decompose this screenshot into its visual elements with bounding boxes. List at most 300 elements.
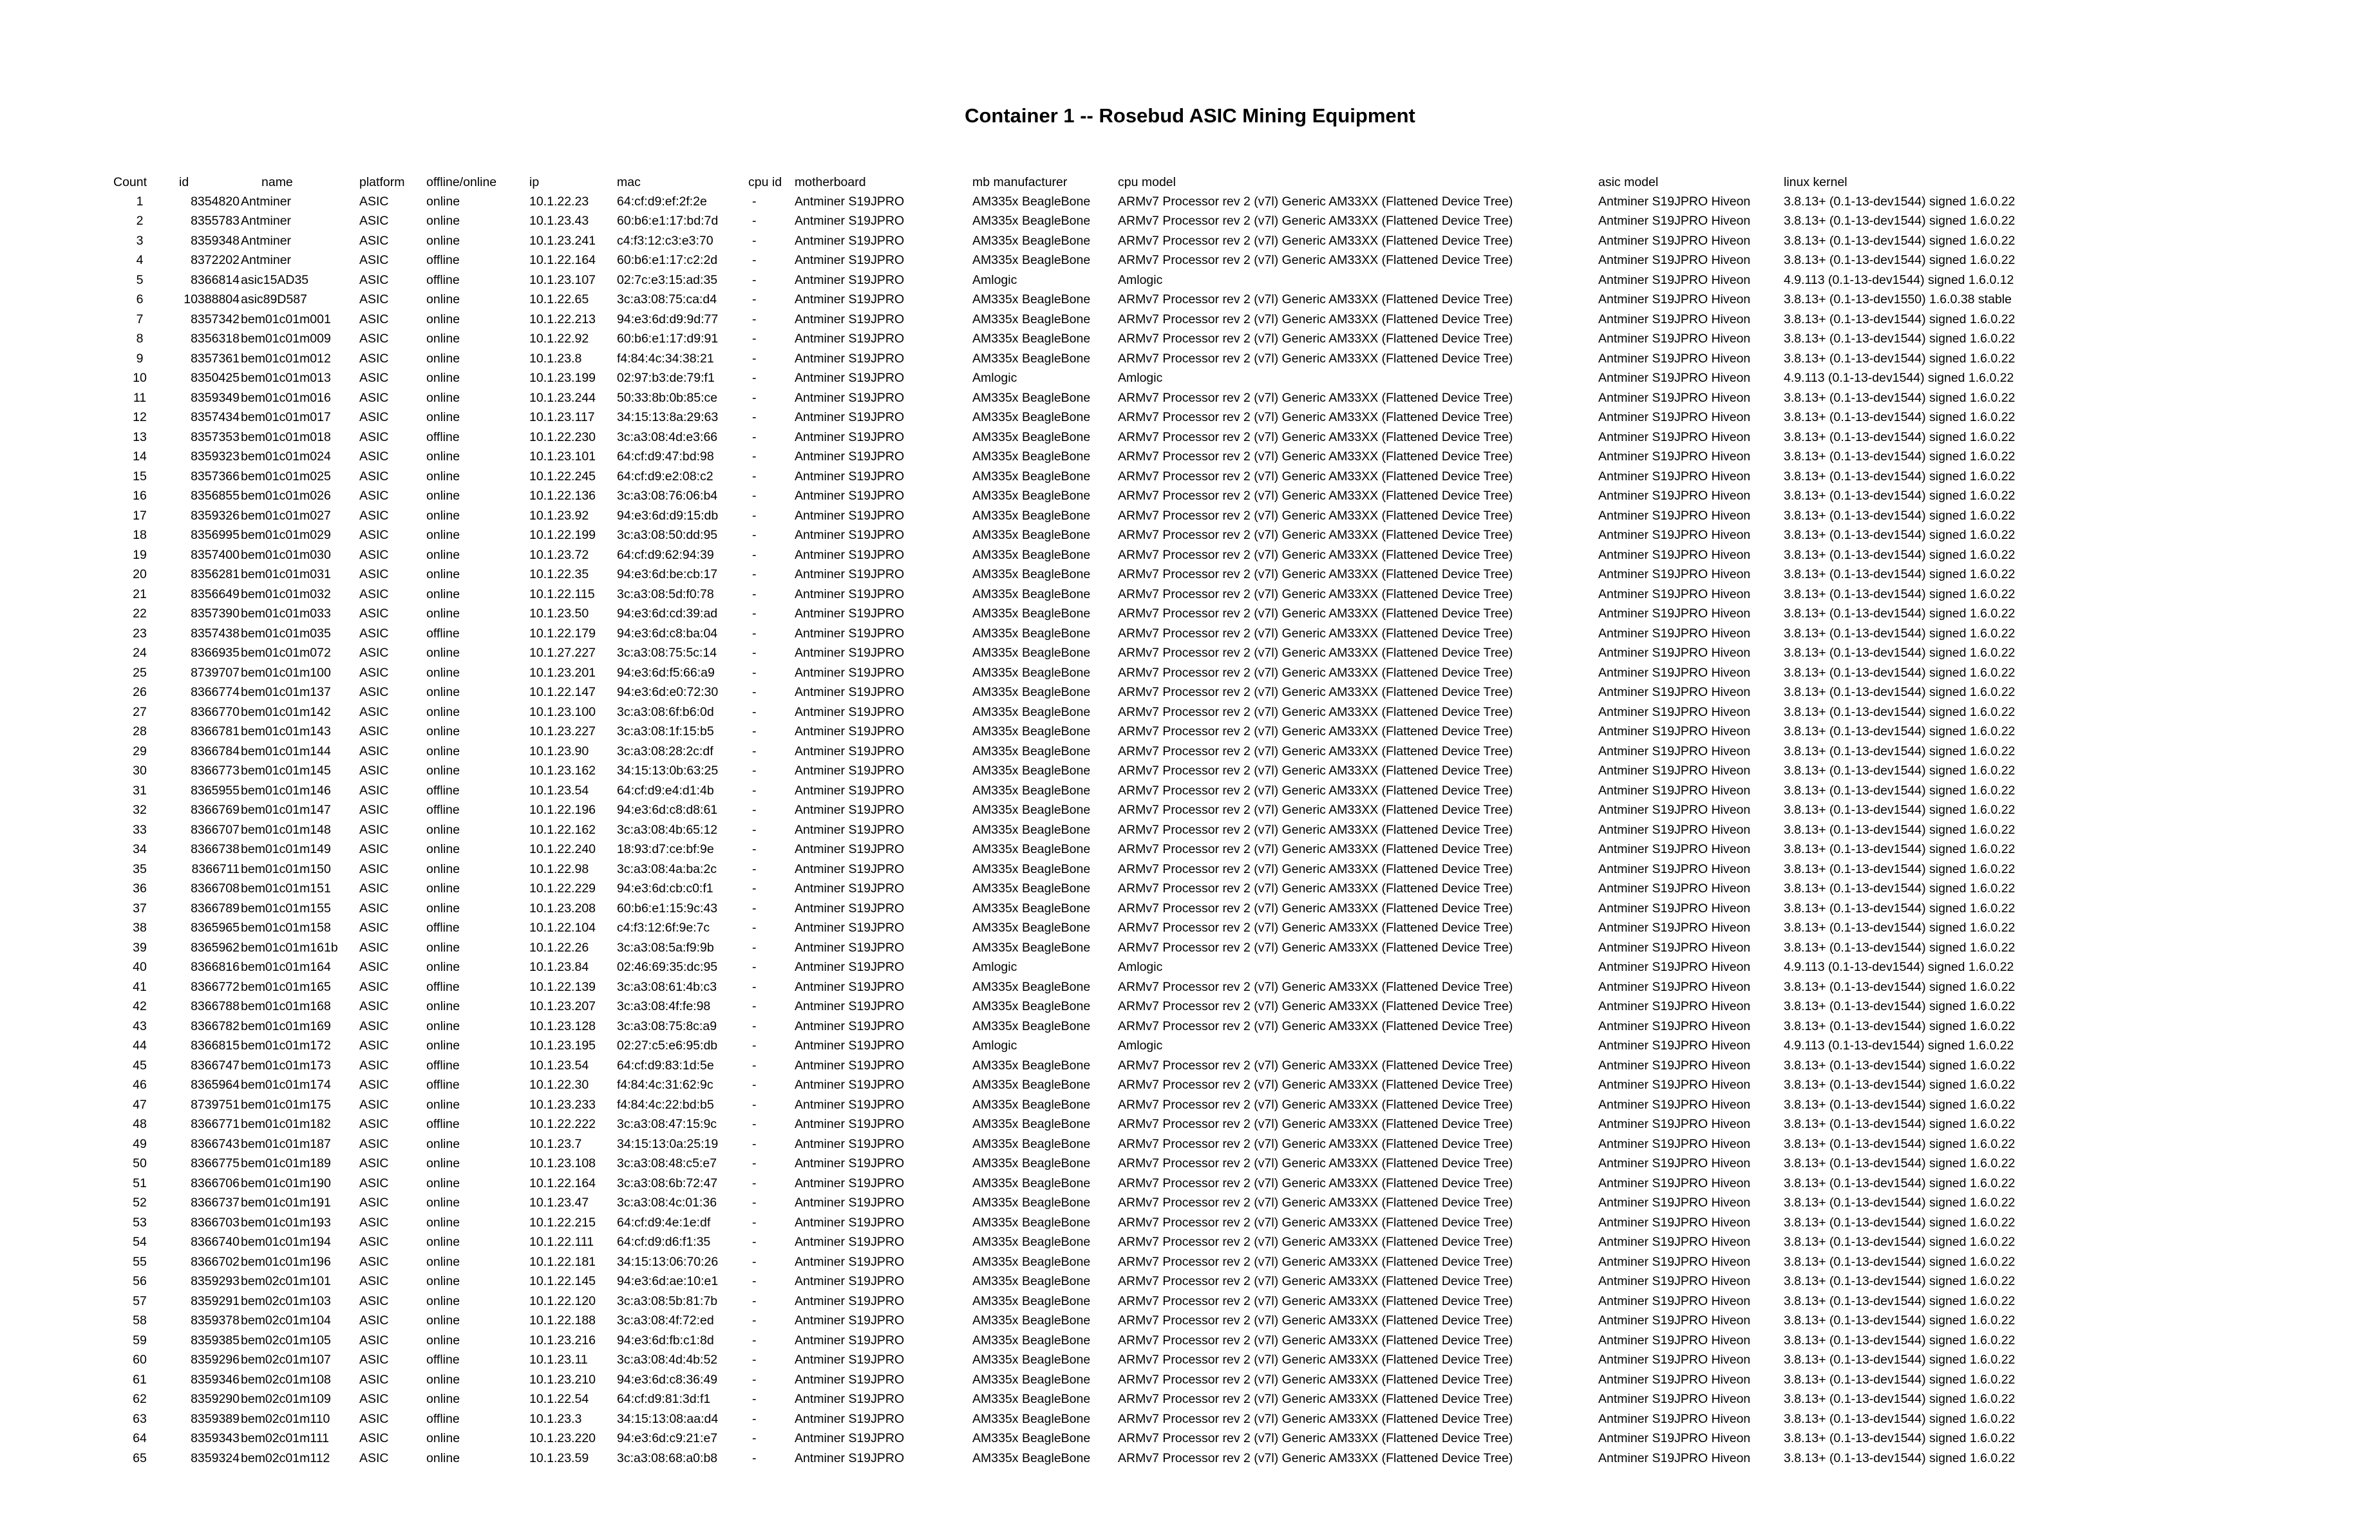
count-cell: 61 [133,1372,147,1387]
mac-cell: 94:e3:6d:c9:21:e7 [617,1431,718,1446]
cpu-model-cell: ARMv7 Processor rev 2 (v7l) Generic AM33XX (Flattened Device Tree) [1118,685,1513,700]
status-cell: online [426,1333,460,1348]
asic-model-cell: Antminer S19JPRO Hiveon [1598,960,1751,975]
linux-kernel-cell: 3.8.13+ (0.1-13-dev1544) signed 1.6.0.22 [1784,1117,2016,1132]
id-cell: 8357361 [191,351,240,366]
cpu-model-cell: ARMv7 Processor rev 2 (v7l) Generic AM33XX (Flattened Device Tree) [1118,567,1513,582]
linux-kernel-cell: 3.8.13+ (0.1-13-dev1544) signed 1.6.0.22 [1784,1392,2016,1407]
cpu-id-cell: - [752,1038,757,1053]
linux-kernel-cell: 3.8.13+ (0.1-13-dev1544) signed 1.6.0.22 [1784,822,2016,837]
mb-manufacturer-cell: AM335x BeagleBone [972,1176,1091,1190]
ip-cell: 10.1.22.147 [529,685,596,700]
cpu-model-cell: ARMv7 Processor rev 2 (v7l) Generic AM33XX (Flattened Device Tree) [1118,429,1513,444]
asic-model-cell: Antminer S19JPRO Hiveon [1598,1058,1751,1073]
id-cell: 8366702 [191,1254,240,1269]
linux-kernel-cell: 3.8.13+ (0.1-13-dev1544) signed 1.6.0.22 [1784,567,2016,582]
id-cell: 8365964 [191,1078,240,1093]
table-row [113,1213,2054,1233]
mb-manufacturer-cell: AM335x BeagleBone [972,489,1091,503]
asic-model-cell: Antminer S19JPRO Hiveon [1598,842,1751,857]
count-cell: 29 [133,744,147,758]
name-cell: bem01c01m144 [241,744,331,758]
table-row [113,388,2054,408]
linux-kernel-cell: 3.8.13+ (0.1-13-dev1544) signed 1.6.0.22 [1784,1293,2016,1308]
linux-kernel-cell: 3.8.13+ (0.1-13-dev1544) signed 1.6.0.22 [1784,1215,2016,1230]
linux-kernel-cell: 3.8.13+ (0.1-13-dev1544) signed 1.6.0.22 [1784,449,2016,464]
cpu-model-cell: ARMv7 Processor rev 2 (v7l) Generic AM33XX (Flattened Device Tree) [1118,1176,1513,1190]
cpu-id-cell: - [752,371,757,386]
linux-kernel-cell: 3.8.13+ (0.1-13-dev1544) signed 1.6.0.22 [1784,547,2016,562]
cpu-id-cell: - [752,429,757,444]
asic-model-cell: Antminer S19JPRO Hiveon [1598,665,1751,680]
status-cell: offline [426,1078,460,1093]
name-cell: bem01c01m137 [241,685,331,700]
cpu-id-cell: - [752,704,757,719]
status-cell: offline [426,979,460,994]
cpu-model-cell: ARMv7 Processor rev 2 (v7l) Generic AM33XX (Flattened Device Tree) [1118,1274,1513,1289]
name-cell: bem01c01m172 [241,1038,331,1053]
id-cell: 8359378 [191,1313,240,1328]
cpu-model-cell: ARMv7 Processor rev 2 (v7l) Generic AM33XX (Flattened Device Tree) [1118,921,1513,935]
cpu-model-cell: ARMv7 Processor rev 2 (v7l) Generic AM33XX (Flattened Device Tree) [1118,1451,1513,1465]
asic-model-cell: Antminer S19JPRO Hiveon [1598,1451,1751,1465]
name-cell: bem01c01m012 [241,351,331,366]
id-cell: 8359324 [191,1451,240,1465]
id-cell: 8357434 [191,410,240,425]
id-cell: 8366772 [191,979,240,994]
cpu-model-cell: ARMv7 Processor rev 2 (v7l) Generic AM33XX (Flattened Device Tree) [1118,469,1513,484]
name-cell: bem01c01m169 [241,1019,331,1033]
platform-cell: ASIC [359,744,389,758]
status-cell: online [426,547,460,562]
table-row [113,919,2054,939]
mac-cell: 50:33:8b:0b:85:ce [617,390,718,405]
ip-cell: 10.1.23.7 [529,1136,582,1151]
status-cell: online [426,587,460,601]
platform-cell: ASIC [359,1136,389,1151]
mac-cell: c4:f3:12:6f:9e:7c [617,921,710,935]
ip-cell: 10.1.22.164 [529,1176,596,1190]
count-cell: 37 [133,901,147,916]
mac-cell: 3c:a3:08:5a:f9:9b [617,940,714,955]
motherboard-cell: Antminer S19JPRO [795,567,905,582]
cpu-id-cell: - [752,1176,757,1190]
platform-cell: ASIC [359,921,389,935]
motherboard-cell: Antminer S19JPRO [795,1038,905,1053]
mb-manufacturer-cell: AM335x BeagleBone [972,822,1091,837]
status-cell: online [426,646,460,661]
asic-model-cell: Antminer S19JPRO Hiveon [1598,1353,1751,1367]
id-cell: 8356281 [191,567,240,582]
cpu-model-cell: ARMv7 Processor rev 2 (v7l) Generic AM33XX (Flattened Device Tree) [1118,1431,1513,1446]
cpu-id-cell: - [752,1196,757,1210]
mb-manufacturer-cell: AM335x BeagleBone [972,1411,1091,1426]
count-cell: 41 [133,979,147,994]
table-row [113,1037,2054,1056]
status-cell: online [426,685,460,700]
mac-cell: 64:cf:d9:ef:2f:2e [617,194,707,209]
name-cell: bem01c01m029 [241,528,331,543]
motherboard-cell: Antminer S19JPRO [795,1136,905,1151]
ip-cell: 10.1.22.199 [529,528,596,543]
linux-kernel-cell: 3.8.13+ (0.1-13-dev1544) signed 1.6.0.22 [1784,489,2016,503]
linux-kernel-cell: 3.8.13+ (0.1-13-dev1544) signed 1.6.0.22 [1784,685,2016,700]
cpu-model-cell: ARMv7 Processor rev 2 (v7l) Generic AM33XX (Flattened Device Tree) [1118,764,1513,778]
mac-cell: 3c:a3:08:68:a0:b8 [617,1451,718,1465]
column-header: motherboard [795,174,866,189]
ip-cell: 10.1.22.35 [529,567,589,582]
name-cell: bem02c01m108 [241,1372,331,1387]
platform-cell: ASIC [359,429,389,444]
name-cell: bem01c01m194 [241,1235,331,1250]
name-cell: bem01c01m018 [241,429,331,444]
asic-model-cell: Antminer S19JPRO Hiveon [1598,489,1751,503]
ip-cell: 10.1.22.54 [529,1392,589,1407]
name-cell: bem01c01m165 [241,979,331,994]
platform-cell: ASIC [359,1411,389,1426]
cpu-model-cell: ARMv7 Processor rev 2 (v7l) Generic AM33XX (Flattened Device Tree) [1118,1215,1513,1230]
cpu-model-cell: ARMv7 Processor rev 2 (v7l) Generic AM33XX (Flattened Device Tree) [1118,312,1513,326]
cpu-model-cell: ARMv7 Processor rev 2 (v7l) Generic AM33XX (Flattened Device Tree) [1118,449,1513,464]
cpu-id-cell: - [752,1117,757,1132]
id-cell: 8356855 [191,489,240,503]
motherboard-cell: Antminer S19JPRO [795,528,905,543]
count-cell: 48 [133,1117,147,1132]
count-cell: 21 [133,587,147,601]
cpu-model-cell: ARMv7 Processor rev 2 (v7l) Generic AM33XX (Flattened Device Tree) [1118,901,1513,916]
linux-kernel-cell: 3.8.13+ (0.1-13-dev1544) signed 1.6.0.22 [1784,332,2016,346]
asic-model-cell: Antminer S19JPRO Hiveon [1598,1235,1751,1250]
motherboard-cell: Antminer S19JPRO [795,1313,905,1328]
id-cell: 8366771 [191,1117,240,1132]
linux-kernel-cell: 3.8.13+ (0.1-13-dev1544) signed 1.6.0.22 [1784,469,2016,484]
platform-cell: ASIC [359,861,389,876]
mac-cell: 3c:a3:08:4a:ba:2c [617,861,717,876]
asic-model-cell: Antminer S19JPRO Hiveon [1598,979,1751,994]
mb-manufacturer-cell: AM335x BeagleBone [972,312,1091,326]
cpu-model-cell: ARMv7 Processor rev 2 (v7l) Generic AM33XX (Flattened Device Tree) [1118,803,1513,818]
cpu-model-cell: ARMv7 Processor rev 2 (v7l) Generic AM33XX (Flattened Device Tree) [1118,822,1513,837]
count-cell: 25 [133,665,147,680]
id-cell: 8359343 [191,1431,240,1446]
linux-kernel-cell: 3.8.13+ (0.1-13-dev1544) signed 1.6.0.22 [1784,940,2016,955]
linux-kernel-cell: 3.8.13+ (0.1-13-dev1544) signed 1.6.0.22 [1784,508,2016,523]
ip-cell: 10.1.27.227 [529,646,596,661]
platform-cell: ASIC [359,528,389,543]
id-cell: 8357400 [191,547,240,562]
cpu-id-cell: - [752,1136,757,1151]
ip-cell: 10.1.22.111 [529,1235,594,1250]
ip-cell: 10.1.23.54 [529,1058,589,1073]
motherboard-cell: Antminer S19JPRO [795,783,905,798]
id-cell: 8365962 [191,940,240,955]
mac-cell: 94:e3:6d:d9:9d:77 [617,312,719,326]
mac-cell: 64:cf:d9:d6:f1:35 [617,1235,711,1250]
cpu-model-cell: ARMv7 Processor rev 2 (v7l) Generic AM33XX (Flattened Device Tree) [1118,489,1513,503]
motherboard-cell: Antminer S19JPRO [795,803,905,818]
name-cell: bem02c01m104 [241,1313,331,1328]
status-cell: online [426,567,460,582]
platform-cell: ASIC [359,1392,389,1407]
table-row [113,722,2054,742]
id-cell: 8372202 [191,253,240,268]
cpu-id-cell: - [752,764,757,778]
mac-cell: 02:97:b3:de:79:f1 [617,371,715,386]
mb-manufacturer-cell: AM335x BeagleBone [972,429,1091,444]
table-row [113,1351,2054,1371]
linux-kernel-cell: 3.8.13+ (0.1-13-dev1544) signed 1.6.0.22 [1784,724,2016,739]
cpu-id-cell: - [752,901,757,916]
id-cell: 8366740 [191,1235,240,1250]
mb-manufacturer-cell: AM335x BeagleBone [972,214,1091,229]
id-cell: 8366708 [191,881,240,896]
cpu-model-cell: ARMv7 Processor rev 2 (v7l) Generic AM33XX (Flattened Device Tree) [1118,1313,1513,1328]
cpu-id-cell: - [752,744,757,758]
mac-cell: 94:e3:6d:d9:15:db [617,508,719,523]
cpu-id-cell: - [752,1333,757,1348]
name-cell: bem02c01m111 [241,1431,329,1446]
motherboard-cell: Antminer S19JPRO [795,764,905,778]
cpu-id-cell: - [752,567,757,582]
asic-model-cell: Antminer S19JPRO Hiveon [1598,822,1751,837]
cpu-id-cell: - [752,921,757,935]
name-cell: bem01c01m146 [241,783,331,798]
asic-model-cell: Antminer S19JPRO Hiveon [1598,371,1751,386]
table-row [113,1429,2054,1449]
name-cell: bem01c01m031 [241,567,331,582]
platform-cell: ASIC [359,960,389,975]
ip-cell: 10.1.22.65 [529,292,589,307]
cpu-model-cell: ARMv7 Processor rev 2 (v7l) Generic AM33XX (Flattened Device Tree) [1118,547,1513,562]
platform-cell: ASIC [359,1078,389,1093]
asic-model-cell: Antminer S19JPRO Hiveon [1598,646,1751,661]
name-cell: Antminer [241,194,292,209]
asic-model-cell: Antminer S19JPRO Hiveon [1598,351,1751,366]
mb-manufacturer-cell: AM335x BeagleBone [972,547,1091,562]
motherboard-cell: Antminer S19JPRO [795,1353,905,1367]
count-cell: 1 [136,194,144,209]
table-row [113,644,2054,664]
asic-model-cell: Antminer S19JPRO Hiveon [1598,1038,1751,1053]
mb-manufacturer-cell: Amlogic [972,371,1017,386]
count-cell: 19 [133,547,147,562]
status-cell: online [426,233,460,248]
id-cell: 8354820 [191,194,240,209]
asic-model-cell: Antminer S19JPRO Hiveon [1598,449,1751,464]
ip-cell: 10.1.23.128 [529,1019,596,1033]
table-row [113,1017,2054,1037]
count-cell: 12 [133,410,147,425]
status-cell: online [426,410,460,425]
mb-manufacturer-cell: AM335x BeagleBone [972,881,1091,896]
id-cell: 8366784 [191,744,240,758]
platform-cell: ASIC [359,704,389,719]
platform-cell: ASIC [359,881,389,896]
asic-model-cell: Antminer S19JPRO Hiveon [1598,508,1751,523]
cpu-id-cell: - [752,822,757,837]
table-row [113,408,2054,428]
motherboard-cell: Antminer S19JPRO [795,233,905,248]
cpu-model-cell: ARMv7 Processor rev 2 (v7l) Generic AM33XX (Flattened Device Tree) [1118,979,1513,994]
motherboard-cell: Antminer S19JPRO [795,390,905,405]
ip-cell: 10.1.22.120 [529,1293,596,1308]
linux-kernel-cell: 3.8.13+ (0.1-13-dev1544) signed 1.6.0.22 [1784,214,2016,229]
table-row [113,958,2054,978]
platform-cell: ASIC [359,214,389,229]
motherboard-cell: Antminer S19JPRO [795,1215,905,1230]
cpu-id-cell: - [752,489,757,503]
platform-cell: ASIC [359,292,389,307]
table-row [113,251,2054,271]
mac-cell: 3c:a3:08:75:8c:a9 [617,1019,717,1033]
status-cell: online [426,724,460,739]
linux-kernel-cell: 3.8.13+ (0.1-13-dev1544) signed 1.6.0.22 [1784,646,2016,661]
cpu-id-cell: - [752,685,757,700]
motherboard-cell: Antminer S19JPRO [795,292,905,307]
id-cell: 8366788 [191,999,240,1014]
mb-manufacturer-cell: AM335x BeagleBone [972,704,1091,719]
status-cell: online [426,1235,460,1250]
status-cell: online [426,1313,460,1328]
cpu-id-cell: - [752,881,757,896]
count-cell: 14 [133,449,147,464]
asic-model-cell: Antminer S19JPRO Hiveon [1598,253,1751,268]
id-cell: 8366707 [191,822,240,837]
table-row [113,1449,2054,1469]
table-row [113,1174,2054,1194]
platform-cell: ASIC [359,999,389,1014]
mac-cell: 3c:a3:08:47:15:9c [617,1117,717,1132]
motherboard-cell: Antminer S19JPRO [795,999,905,1014]
id-cell: 10388804 [184,292,240,307]
count-cell: 53 [133,1215,147,1230]
platform-cell: ASIC [359,233,389,248]
linux-kernel-cell: 3.8.13+ (0.1-13-dev1544) signed 1.6.0.22 [1784,410,2016,425]
name-cell: bem01c01m164 [241,960,331,975]
table-row [113,506,2054,526]
linux-kernel-cell: 3.8.13+ (0.1-13-dev1544) signed 1.6.0.22 [1784,1333,2016,1348]
mb-manufacturer-cell: AM335x BeagleBone [972,842,1091,857]
linux-kernel-cell: 3.8.13+ (0.1-13-dev1544) signed 1.6.0.22 [1784,803,2016,818]
id-cell: 8366782 [191,1019,240,1033]
motherboard-cell: Antminer S19JPRO [795,901,905,916]
status-cell: online [426,764,460,778]
mb-manufacturer-cell: AM335x BeagleBone [972,1451,1091,1465]
asic-model-cell: Antminer S19JPRO Hiveon [1598,528,1751,543]
table-row [113,192,2054,212]
mb-manufacturer-cell: AM335x BeagleBone [972,332,1091,346]
linux-kernel-cell: 3.8.13+ (0.1-13-dev1544) signed 1.6.0.22 [1784,312,2016,326]
status-cell: online [426,1196,460,1210]
name-cell: bem01c01m100 [241,665,331,680]
motherboard-cell: Antminer S19JPRO [795,547,905,562]
status-cell: online [426,292,460,307]
mac-cell: 34:15:13:08:aa:d4 [617,1411,719,1426]
asic-model-cell: Antminer S19JPRO Hiveon [1598,783,1751,798]
mac-cell: 34:15:13:0b:63:25 [617,764,719,778]
cpu-id-cell: - [752,410,757,425]
ip-cell: 10.1.22.139 [529,979,596,994]
table-row [113,369,2054,389]
name-cell: bem01c01m142 [241,704,331,719]
status-cell: online [426,1392,460,1407]
cpu-model-cell: ARMv7 Processor rev 2 (v7l) Generic AM33XX (Flattened Device Tree) [1118,253,1513,268]
status-cell: online [426,1136,460,1151]
mb-manufacturer-cell: AM335x BeagleBone [972,1293,1091,1308]
platform-cell: ASIC [359,1097,389,1112]
cpu-model-cell: ARMv7 Processor rev 2 (v7l) Generic AM33XX (Flattened Device Tree) [1118,1136,1513,1151]
status-cell: online [426,901,460,916]
count-cell: 6 [136,292,144,307]
cpu-model-cell: ARMv7 Processor rev 2 (v7l) Generic AM33XX (Flattened Device Tree) [1118,233,1513,248]
motherboard-cell: Antminer S19JPRO [795,1451,905,1465]
platform-cell: ASIC [359,979,389,994]
id-cell: 8357342 [191,312,240,326]
ip-cell: 10.1.23.117 [529,410,595,425]
motherboard-cell: Antminer S19JPRO [795,214,905,229]
table-row [113,310,2054,330]
cpu-id-cell: - [752,1411,757,1426]
id-cell: 8366770 [191,704,240,719]
motherboard-cell: Antminer S19JPRO [795,410,905,425]
table-row [113,702,2054,722]
mac-cell: 3c:a3:08:4b:65:12 [617,822,718,837]
platform-cell: ASIC [359,547,389,562]
mb-manufacturer-cell: AM335x BeagleBone [972,194,1091,209]
id-cell: 8359326 [191,508,240,523]
motherboard-cell: Antminer S19JPRO [795,253,905,268]
id-cell: 8357438 [191,626,240,641]
ip-cell: 10.1.23.107 [529,272,596,287]
motherboard-cell: Antminer S19JPRO [795,842,905,857]
count-cell: 46 [133,1078,147,1093]
cpu-id-cell: - [752,646,757,661]
asic-model-cell: Antminer S19JPRO Hiveon [1598,1176,1751,1190]
motherboard-cell: Antminer S19JPRO [795,1097,905,1112]
ip-cell: 10.1.23.84 [529,960,589,975]
table-row [113,820,2054,840]
mb-manufacturer-cell: AM335x BeagleBone [972,1078,1091,1093]
platform-cell: ASIC [359,351,389,366]
count-cell: 49 [133,1136,147,1151]
status-cell: offline [426,1117,460,1132]
mac-cell: 34:15:13:8a:29:63 [617,410,719,425]
count-cell: 32 [133,803,147,818]
table-row [113,1115,2054,1135]
count-cell: 55 [133,1254,147,1269]
count-cell: 57 [133,1293,147,1308]
id-cell: 8356995 [191,528,240,543]
motherboard-cell: Antminer S19JPRO [795,1078,905,1093]
count-cell: 22 [133,606,147,621]
mac-cell: 64:cf:d9:e2:08:c2 [617,469,713,484]
platform-cell: ASIC [359,1215,389,1230]
table-row [113,565,2054,585]
mb-manufacturer-cell: AM335x BeagleBone [972,1058,1091,1073]
asic-model-cell: Antminer S19JPRO Hiveon [1598,233,1751,248]
platform-cell: ASIC [359,1313,389,1328]
motherboard-cell: Antminer S19JPRO [795,1235,905,1250]
cpu-model-cell: ARMv7 Processor rev 2 (v7l) Generic AM33XX (Flattened Device Tree) [1118,1156,1513,1171]
status-cell: offline [426,921,460,935]
linux-kernel-cell: 3.8.13+ (0.1-13-dev1544) signed 1.6.0.22 [1784,429,2016,444]
name-cell: bem01c01m032 [241,587,331,601]
name-cell: bem01c01m016 [241,390,331,405]
motherboard-cell: Antminer S19JPRO [795,1058,905,1073]
cpu-model-cell: ARMv7 Processor rev 2 (v7l) Generic AM33XX (Flattened Device Tree) [1118,1392,1513,1407]
mb-manufacturer-cell: AM335x BeagleBone [972,1333,1091,1348]
table-row [113,1076,2054,1096]
